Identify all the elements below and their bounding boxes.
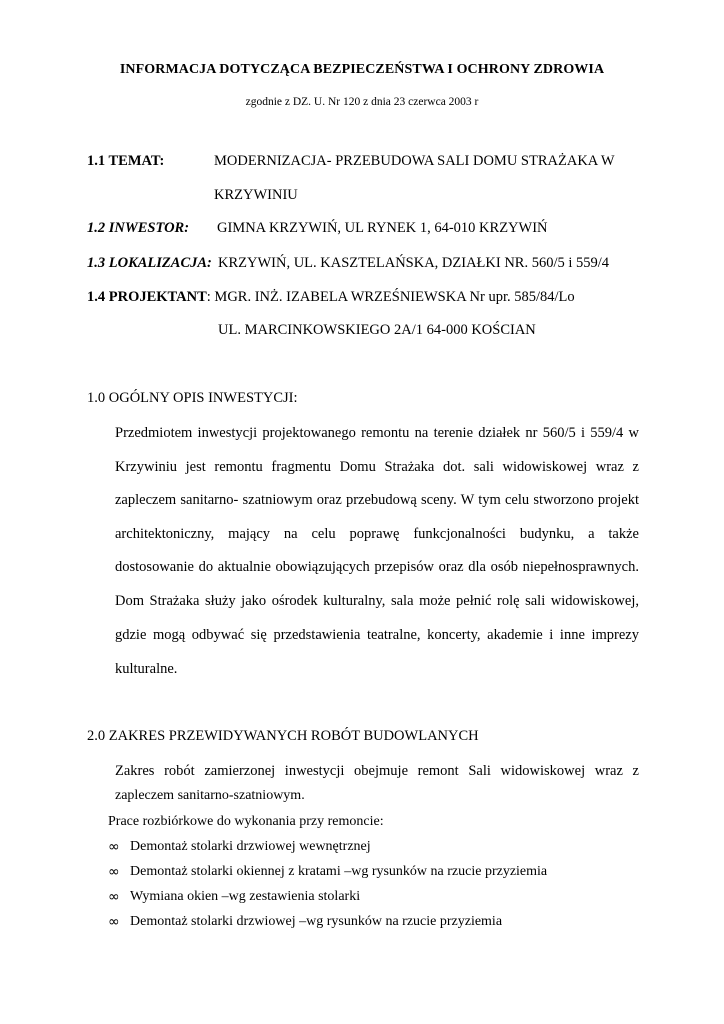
temat-value-line2: KRZYWINIU: [214, 187, 298, 203]
paragraph-line: dostosowanie do aktualnie obowiązujących przepisów oraz dla osób niepełnosprawnych.: [115, 559, 639, 575]
paragraph-line: zapleczem sanitarno-szatniowym.: [115, 788, 305, 803]
list-item: Demontaż stolarki okiennej z kratami –wg rysunków na rzucie przyziemia: [130, 864, 548, 879]
paragraph-line: zapleczem sanitarno- szatniowym oraz przebudową sceny. W tym celu stworzono projekt: [115, 492, 639, 508]
paragraph-line: Krzywiniu jest remontu fragmentu Domu Strażaka dot. sali widowiskowej wraz z: [115, 459, 639, 475]
infinity-bullet-icon: ∞: [108, 914, 120, 930]
projektant-label: 1.4 PROJEKTANT: [87, 289, 207, 305]
projektant-address: UL. MARCINKOWSKIEGO 2A/1 64-000 KOŚCIAN: [218, 322, 536, 338]
lokalizacja-value: KRZYWIŃ, UL. KASZTELAŃSKA, DZIAŁKI NR. 560/5 i 559/4: [218, 255, 610, 271]
inwestor-label: 1.2 INWESTOR:: [87, 220, 190, 236]
temat-value-line1: MODERNIZACJA- PRZEBUDOWA SALI DOMU STRAŻAKA W: [214, 153, 615, 169]
lokalizacja-label: 1.3 LOKALIZACJA:: [87, 255, 212, 271]
document-subtitle: zgodnie z DZ. U. Nr 120 z dnia 23 czerwca 2003 r: [245, 96, 479, 108]
demolition-heading: Prace rozbiórkowe do wykonania przy remoncie:: [108, 814, 384, 829]
section2-heading: 2.0 ZAKRES PRZEWIDYWANYCH ROBÓT BUDOWLANYCH: [87, 728, 479, 744]
inwestor-value: GIMNA KRZYWIŃ, UL RYNEK 1, 64-010 KRZYWIŃ: [217, 220, 548, 236]
list-item: Demontaż stolarki drzwiowej –wg rysunków na rzucie przyziemia: [130, 914, 503, 929]
paragraph-line: Dom Strażaka służy jako ośrodek kulturalny, sala może pełnić rolę sali widowiskowej,: [115, 593, 639, 609]
infinity-bullet-icon: ∞: [108, 864, 120, 880]
projektant-value: : MGR. INŻ. IZABELA WRZEŚNIEWSKA Nr upr. 585/84/Lo: [206, 289, 575, 305]
document-title: INFORMACJA DOTYCZĄCA BEZPIECZEŃSTWA I OCHRONY ZDROWIA: [119, 62, 605, 77]
paragraph-line: architektoniczny, mający na celu poprawę funkcjonalności budynku, a także: [115, 526, 639, 542]
temat-label: 1.1 TEMAT:: [87, 153, 165, 169]
infinity-bullet-icon: ∞: [108, 889, 120, 905]
infinity-bullet-icon: ∞: [108, 839, 120, 855]
paragraph-line: Zakres robót zamierzonej inwestycji obejmuje remont Sali widowiskowej wraz z: [115, 763, 639, 779]
section1-heading: 1.0 OGÓLNY OPIS INWESTYCJI:: [87, 390, 298, 406]
projektant-row: [87, 289, 575, 306]
paragraph-line: gdzie mogą odbywać się przedstawienia teatralne, koncerty, akademie i inne imprezy: [115, 627, 639, 643]
paragraph-line: kulturalne.: [115, 661, 178, 677]
paragraph-line: Przedmiotem inwestycji projektowanego remontu na terenie działek nr 560/5 i 559/4 w: [115, 425, 639, 441]
list-item: Wymiana okien –wg zestawienia stolarki: [130, 889, 361, 904]
list-item: Demontaż stolarki drzwiowej wewnętrznej: [130, 839, 371, 854]
